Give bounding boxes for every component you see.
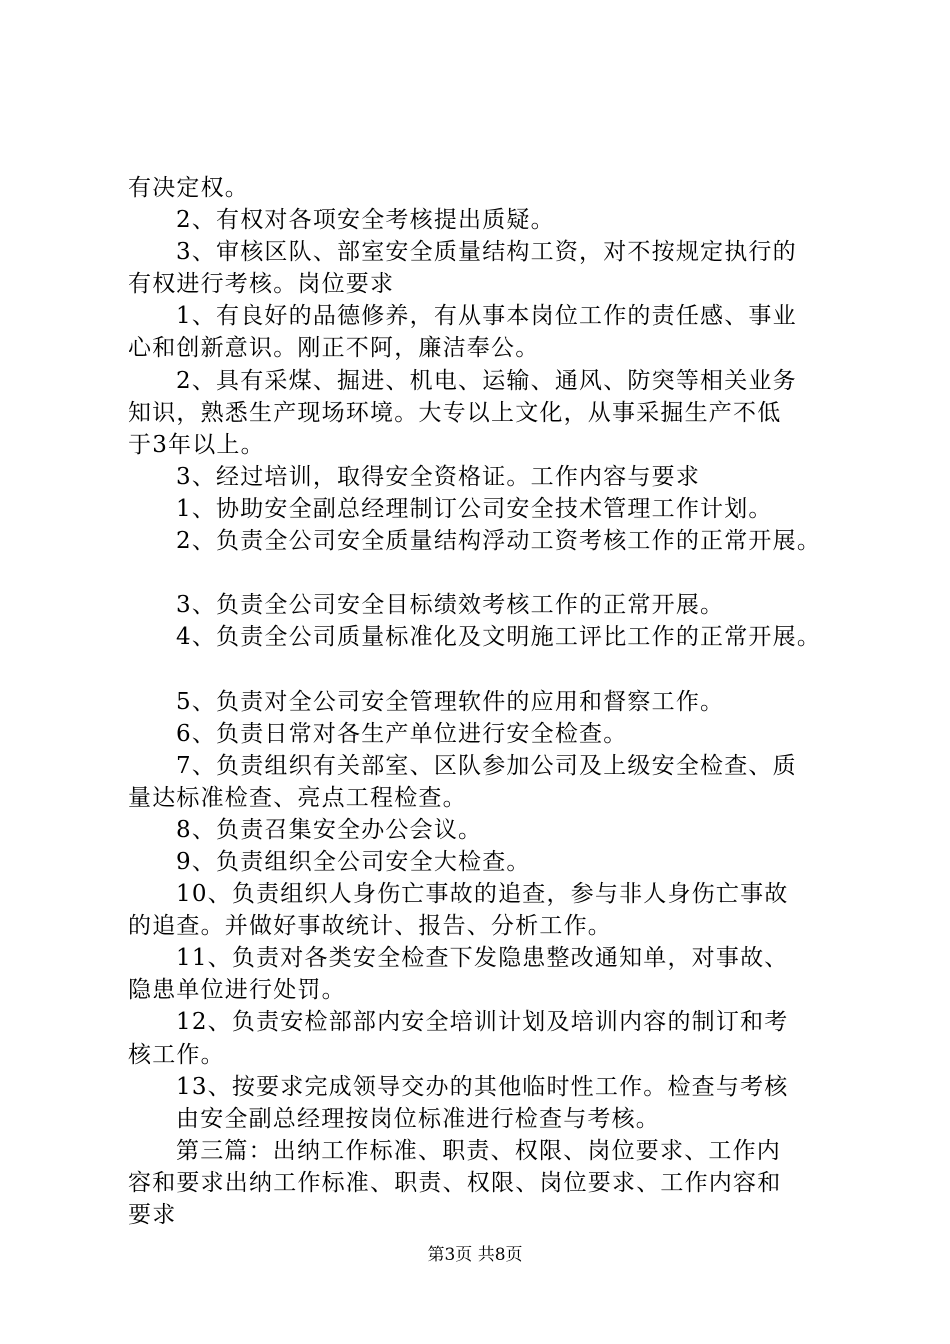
blank-line <box>128 557 848 589</box>
text-line: 的追查。并做好事故统计、报告、分析工作。 <box>128 913 612 940</box>
text-line: 4、负责全公司质量标准化及文明施工评比工作的正常开展。 <box>176 624 822 651</box>
text-line: 第三篇：出纳工作标准、职责、权限、岗位要求、工作内 <box>176 1137 781 1164</box>
text-line: 6、负责日常对各生产单位进行安全检查。 <box>176 720 628 747</box>
text-line: 由安全副总经理按岗位标准进行检查与考核。 <box>176 1105 660 1132</box>
text-line: 5、负责对全公司安全管理软件的应用和督察工作。 <box>176 688 725 715</box>
text-line: 13、按要求完成领导交办的其他临时性工作。检查与考核 <box>176 1073 789 1100</box>
text-line: 9、负责组织全公司安全大检查。 <box>176 848 531 875</box>
text-line: 知识，熟悉生产现场环境。大专以上文化，从事采掘生产不低 <box>128 399 782 426</box>
text-line: 1、协助安全副总经理制订公司安全技术管理工作计划。 <box>176 495 773 522</box>
text-line: 12、负责安检部部内安全培训计划及培训内容的制订和考 <box>176 1009 789 1036</box>
text-line: 2、具有采煤、掘进、机电、运输、通风、防突等相关业务 <box>176 367 797 394</box>
text-line: 隐患单位进行处罚。 <box>128 977 346 1004</box>
text-line: 2、负责全公司安全质量结构浮动工资考核工作的正常开展。 <box>176 528 822 555</box>
text-line: 3、负责全公司安全目标绩效考核工作的正常开展。 <box>176 592 725 619</box>
text-line: 量达标准检查、亮点工程检查。 <box>128 784 467 811</box>
text-line: 8、负责召集安全办公会议。 <box>176 816 483 843</box>
text-line: 核工作。 <box>128 1041 225 1068</box>
blank-line <box>128 653 848 685</box>
document-body <box>128 172 848 1231</box>
text-line: 要求 <box>128 1202 177 1228</box>
text-line: 容和要求出纳工作标准、职责、权限、岗位要求、工作内容和 <box>128 1169 782 1196</box>
page-footer: 第3页 共8页 <box>427 1245 523 1265</box>
text-line: 心和创新意识。刚正不阿，廉洁奉公。 <box>128 335 540 362</box>
text-line: 11、负责对各类安全检查下发隐患整改通知单，对事故、 <box>176 945 789 972</box>
text-line: 于3年以上。 <box>128 431 265 458</box>
text-line: 有权进行考核。岗位要求 <box>128 271 395 298</box>
text-line: 3、经过培训，取得安全资格证。工作内容与要求 <box>176 463 701 490</box>
text-line: 7、负责组织有关部室、区队参加公司及上级安全检查、质 <box>176 752 797 779</box>
text-line: 10、负责组织人身伤亡事故的追查，参与非人身伤亡事故 <box>176 881 789 908</box>
text-line: 3、审核区队、部室安全质量结构工资，对不按规定执行的 <box>176 239 797 266</box>
text-line: 1、有良好的品德修养，有从事本岗位工作的责任感、事业 <box>176 303 797 330</box>
text-line: 有决定权。 <box>128 175 249 201</box>
text-line: 2、有权对各项安全考核提出质疑。 <box>176 207 555 234</box>
